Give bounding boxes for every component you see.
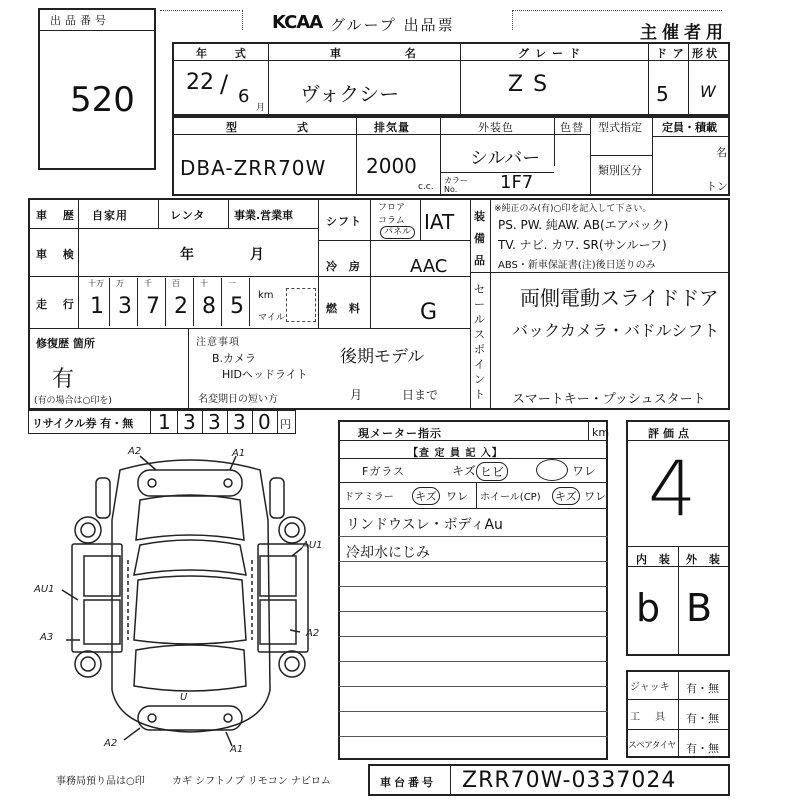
score-value: 4 xyxy=(648,444,697,533)
mileage-unit: 十 xyxy=(200,279,208,288)
shift-value: IAT xyxy=(424,210,455,234)
chassis-value: ZRR70W-0337024 xyxy=(462,768,677,793)
sheet-rule xyxy=(338,661,608,662)
cc-unit: c.c. xyxy=(418,182,434,192)
mileage-cell xyxy=(110,278,138,326)
shift-opt-floor: フロア xyxy=(378,203,406,213)
equipment-line1: PS. PW. 純AW. AB(エアバック) xyxy=(498,218,669,232)
color-label: 外装色 xyxy=(478,121,514,134)
sheet-rule xyxy=(338,536,608,537)
mileage-unit: 百 xyxy=(172,279,180,288)
category-label: 類別区分 xyxy=(598,164,642,177)
sheet-comment-1: リンドウスレ・ボディAu xyxy=(346,517,503,533)
mark-rear-center: U xyxy=(180,692,188,703)
inspection-year: 年 xyxy=(180,247,195,263)
sheet-comment-2: 冷却水にじみ xyxy=(346,545,430,561)
mirror-opt-1: キズ xyxy=(412,487,440,505)
extras-spare: スペアタイヤ xyxy=(628,741,676,751)
year-slash: / xyxy=(220,70,229,98)
cc-label: 排気量 xyxy=(374,121,410,134)
designation-label: 型式指定 xyxy=(598,121,642,134)
year-month: 6 xyxy=(238,86,250,107)
mark-right-lower: A2 xyxy=(306,628,320,639)
history-label: 車 歴 xyxy=(36,209,80,222)
recycle-digit: 3 xyxy=(233,410,246,434)
grade-label: グレード xyxy=(518,47,586,60)
section-title: 【査 定 員 記 入】 xyxy=(408,448,503,459)
sheet-rule xyxy=(338,736,608,737)
repair-note: (有の場合は○印を) xyxy=(34,396,112,406)
glass-opt-3: ワレ xyxy=(572,464,597,478)
equipment-line3: ABS・新車保証書(注)後日送りのみ xyxy=(498,260,656,271)
mark-left-lower: A3 xyxy=(40,632,54,643)
color-no-label: カラー No. xyxy=(444,176,468,194)
recycle-digit: 1 xyxy=(158,410,171,434)
notes-item1: B.カメラ xyxy=(212,352,257,365)
exterior-value: B xyxy=(686,586,713,630)
selling-label: セールスポイント xyxy=(474,283,486,401)
type-label: 型 式 xyxy=(226,121,336,134)
sheet-rule xyxy=(338,636,608,637)
lot-box xyxy=(38,8,156,170)
wheel-opt-2: ワレ xyxy=(584,490,606,503)
lot-number: 520 xyxy=(70,80,135,120)
recycle-divider xyxy=(252,410,253,434)
lot-label: 出品番号 xyxy=(50,14,110,27)
glass-opt-1: キズ xyxy=(452,464,476,478)
mileage-cell xyxy=(166,278,194,326)
mileage-mile: マイル xyxy=(258,313,285,323)
mileage-unit: 十万 xyxy=(88,279,104,288)
meter-label: 現メーター指示 xyxy=(358,427,442,440)
glass-label: Fガラス xyxy=(362,465,405,478)
extras-jack: ジャッキ xyxy=(630,682,670,693)
color-no-value: 1F7 xyxy=(500,172,534,193)
mileage-unit: 万 xyxy=(116,279,124,288)
fuel-value: G xyxy=(420,300,438,325)
mileage-digit: 2 xyxy=(174,294,188,319)
equipment-note: ※純正のみ(有)○印を記入して下さい。 xyxy=(494,204,652,214)
shift-opt-column: コラム xyxy=(378,216,405,226)
repair-label: 修復歴 箇所 xyxy=(36,337,95,350)
notes-label: 注意事項 xyxy=(196,337,240,348)
doors-value: 5 xyxy=(656,82,669,106)
mirror-label: ドアミラー xyxy=(344,492,394,503)
wheel-label: ホイール(CP) xyxy=(480,492,541,503)
color-value: シルバー xyxy=(470,148,541,169)
fuel-label: 燃 料 xyxy=(326,302,364,315)
notes-month: 月 xyxy=(350,388,363,402)
model-label: 車 名 xyxy=(330,47,446,60)
mileage-cell xyxy=(82,278,110,326)
month-unit: 月 xyxy=(256,103,266,113)
mileage-unit: 一 xyxy=(228,279,236,288)
mark-right-mid: AU1 xyxy=(302,540,323,551)
keys-note: カギ シフトノブ リモコン ナビロム xyxy=(172,776,331,787)
recycle-digit: 3 xyxy=(208,410,221,434)
chassis-label: 車台番号 xyxy=(380,776,436,789)
mark-front-right: A1 xyxy=(232,448,246,459)
organizer-label: 主催者用 xyxy=(640,23,728,43)
recycle-divider xyxy=(202,410,203,434)
office-note: 事務局預り品は○印 xyxy=(56,776,145,787)
mileage-cell xyxy=(222,278,250,326)
extras-tools-opt: 有・無 xyxy=(686,712,719,725)
recycle-divider xyxy=(227,410,228,434)
ac-label: 冷 房 xyxy=(326,260,364,273)
history-business: 事業.営業車 xyxy=(234,209,294,222)
wheel-opt-1: キズ xyxy=(552,487,580,505)
extras-jack-opt: 有・無 xyxy=(686,682,719,695)
mileage-cell xyxy=(138,278,166,326)
form-title: グループ 出品票 xyxy=(330,16,455,34)
doors-label: ドア xyxy=(656,47,690,60)
notes-day: 日まで xyxy=(402,388,439,402)
interior-label: 内 装 xyxy=(636,553,674,566)
equipment-label: 装備品 xyxy=(474,210,486,267)
mark-rear-right: A1 xyxy=(230,744,244,755)
sheet-rule xyxy=(338,611,608,612)
shift-label: シフト xyxy=(326,215,362,228)
mark-front-left: A2 xyxy=(128,446,142,457)
recycle-digit: 3 xyxy=(183,410,196,434)
exterior-label: 外 装 xyxy=(686,553,724,566)
recycle-unit: 円 xyxy=(280,418,291,431)
ac-value: AAC xyxy=(410,256,448,277)
mark-left-mid: AU1 xyxy=(34,584,55,595)
mile-checkbox[interactable] xyxy=(286,288,316,322)
mileage-unit: 千 xyxy=(144,279,152,288)
mileage-label: 走 行 xyxy=(36,298,80,311)
interior-value: b xyxy=(636,586,661,630)
selling-line1: 両側電動スライドドア xyxy=(520,286,719,310)
mileage-digit: 1 xyxy=(90,294,104,319)
shape-label: 形状 xyxy=(692,47,720,60)
type-value: DBA-ZRR70W xyxy=(180,156,327,180)
glass-circle-2 xyxy=(536,459,568,481)
cc-value: 2000 xyxy=(366,154,417,178)
extras-tools: 工 具 xyxy=(630,712,672,723)
shift-opt-panel: パネル xyxy=(380,226,415,239)
inspection-month: 月 xyxy=(250,247,265,263)
mileage-digit: 3 xyxy=(118,294,132,319)
selling-line3: スマートキー・プッシュスタート xyxy=(512,392,706,407)
mileage-cell xyxy=(194,278,222,326)
capacity-unit2: トン xyxy=(706,180,728,193)
year-label: 年 式 xyxy=(196,47,258,60)
sheet-rule xyxy=(338,586,608,587)
equipment-line2: TV. ナビ. カワ. SR(サンルーフ) xyxy=(498,238,667,252)
mark-rear-left: A2 xyxy=(104,738,118,749)
meter-unit: km xyxy=(592,426,610,439)
sheet-rule xyxy=(338,711,608,712)
history-own: 自家用 xyxy=(92,209,128,222)
repaint-label: 色替 xyxy=(560,121,584,134)
year-value: 22 xyxy=(186,70,214,95)
recycle-divider xyxy=(277,410,278,434)
repair-value: 有 xyxy=(52,367,75,392)
history-rental: レンタ xyxy=(170,209,206,222)
notes-handwritten: 後期モデル xyxy=(340,347,425,367)
notes-name-change: 名変期日の短い方 xyxy=(198,394,278,405)
extras-spare-opt: 有・無 xyxy=(686,742,719,755)
sheet-rule xyxy=(338,686,608,687)
score-label: 評価点 xyxy=(648,427,693,440)
brand-logo: KCAA xyxy=(272,12,323,33)
model-value: ヴォクシー xyxy=(300,82,400,106)
capacity-label: 定員・積載 xyxy=(662,121,717,134)
notes-item2: HIDヘッドライト xyxy=(222,368,308,381)
mileage-digit: 8 xyxy=(202,294,216,319)
recycle-label: リサイクル券 有・無 xyxy=(32,417,134,430)
shape-value: W xyxy=(700,82,716,101)
recycle-divider xyxy=(177,410,178,434)
inspection-label: 車 検 xyxy=(36,248,80,261)
recycle-digit: 0 xyxy=(258,410,271,434)
grade-value: ZS xyxy=(508,72,558,97)
mileage-digit: 5 xyxy=(230,294,244,319)
mileage-digit: 7 xyxy=(146,294,160,319)
selling-line2: バックカメラ・バドルシフト xyxy=(512,321,720,340)
mirror-opt-2: ワレ xyxy=(446,490,468,503)
capacity-unit1: 名 xyxy=(716,146,727,159)
glass-opt-2: ヒビ xyxy=(476,462,508,481)
mileage-km: km xyxy=(258,290,274,301)
